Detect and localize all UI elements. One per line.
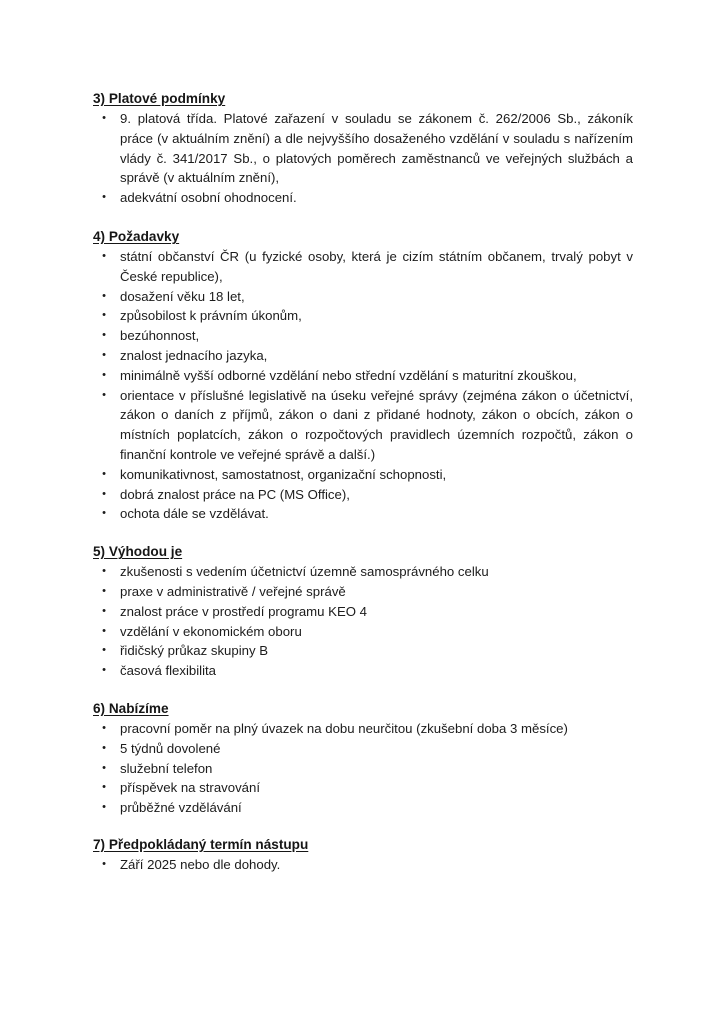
list-item-text: 5 týdnů dovolené	[120, 740, 221, 756]
section-spacer	[93, 818, 633, 836]
bullet-icon: •	[102, 289, 106, 302]
list-item	[93, 622, 633, 642]
bullet-list	[93, 855, 633, 875]
list-item-text: minimálně vyšší odborné vzdělání nebo střední vzdělání s maturitní zkouškou,	[120, 367, 577, 383]
bullet-icon: •	[102, 604, 106, 617]
section-heading: 3) Platové podmínky	[93, 91, 226, 106]
list-item	[93, 602, 633, 622]
section-requirements	[93, 228, 633, 524]
list-item-text: orientace v příslušné legislativě na úseku veřejné správy (zejména zákon o účetnictví, zákon o daních z příjmů, zákon o dani z přidané hodnoty, zákon o obcích, zákon o místních poplatcích, zákon o rozpočtových pravidlech územních rozpočtů, zákon o finanční kontrole ve veřejné správě a další.)	[120, 387, 633, 462]
bullet-icon: •	[102, 249, 106, 262]
section-heading: 4) Požadavky	[93, 228, 180, 244]
list-item-text: bezúhonnost,	[120, 328, 200, 344]
list-item	[93, 719, 633, 739]
list-item-text: příspěvek na stravování	[120, 780, 261, 796]
list-item	[93, 759, 633, 779]
bullet-icon: •	[102, 467, 106, 480]
bullet-icon: •	[102, 801, 106, 814]
list-item-text: časová flexibilita	[120, 663, 217, 679]
list-item	[93, 739, 633, 759]
bullet-icon: •	[102, 112, 106, 124]
section-spacer	[93, 681, 633, 700]
section-heading: 6) Nabízíme	[93, 700, 169, 716]
document-body	[93, 90, 633, 875]
bullet-icon: •	[102, 309, 106, 322]
list-item-text: znalost jednacího jazyka,	[120, 347, 268, 363]
list-item	[93, 485, 633, 505]
bullet-list	[93, 109, 633, 208]
list-item	[93, 778, 633, 798]
list-item	[93, 306, 633, 326]
bullet-list	[93, 719, 633, 818]
list-item	[93, 504, 633, 524]
list-item-text: komunikativnost, samostatnost, organizační schopnosti,	[120, 466, 447, 482]
bullet-icon: •	[102, 487, 106, 500]
bullet-icon: •	[102, 644, 106, 657]
bullet-icon: •	[102, 664, 106, 677]
section-start-date	[93, 836, 633, 875]
bullet-icon: •	[102, 781, 106, 794]
list-item	[93, 582, 633, 602]
bullet-icon: •	[102, 348, 106, 361]
section-advantage	[93, 543, 633, 681]
list-item-text: průběžné vzdělávání	[120, 800, 242, 816]
bullet-icon: •	[102, 721, 106, 734]
list-item-text: zkušenosti s vedením účetnictví územně samosprávného celku	[120, 564, 489, 580]
list-item	[93, 562, 633, 582]
list-item	[93, 109, 633, 188]
list-item-text: znalost práce v prostředí programu KEO 4	[120, 603, 368, 619]
list-item-text: pracovní poměr na plný úvazek na dobu neurčitou (zkušební doba 3 měsíce)	[120, 720, 568, 736]
list-item	[93, 366, 633, 386]
list-item-text: ochota dále se vzdělávat.	[120, 506, 269, 522]
list-item	[93, 661, 633, 681]
bullet-list	[93, 562, 633, 681]
list-item-text: služební telefon	[120, 760, 213, 776]
list-item	[93, 641, 633, 661]
bullet-icon: •	[102, 624, 106, 637]
list-item-text: dosažení věku 18 let,	[120, 288, 245, 304]
list-item	[93, 326, 633, 346]
bullet-icon: •	[102, 741, 106, 754]
bullet-icon: •	[102, 368, 106, 381]
list-item-text: řidičský průkaz skupiny B	[120, 643, 269, 659]
section-spacer	[93, 524, 633, 543]
list-item-text: vzdělání v ekonomickém oboru	[120, 623, 302, 639]
bullet-icon: •	[102, 584, 106, 597]
bullet-list	[93, 247, 633, 524]
section-offer	[93, 700, 633, 818]
bullet-icon: •	[102, 565, 106, 578]
list-item	[93, 386, 633, 465]
list-item	[93, 287, 633, 307]
list-item-text: adekvátní osobní ohodnocení.	[120, 190, 297, 206]
bullet-icon: •	[102, 507, 106, 520]
list-item-text: 9. platová třída. Platové zařazení v souladu se zákonem č. 262/2006 Sb., zákoník práce (v aktuálním znění) a dle nejvyššího dosaženého vzdělání v souladu s nařízením vlády č. 341/2017 Sb., o platových poměrech zaměstnanců ve veřejných službách a správě (v aktuálním znění),	[120, 111, 633, 186]
section-salary-conditions	[93, 90, 633, 208]
list-item-text: státní občanství ČR (u fyzické osoby, která je cizím státním občanem, trvalý pobyt v České republice),	[120, 248, 633, 284]
list-item	[93, 188, 633, 208]
list-item	[93, 346, 633, 366]
bullet-icon: •	[102, 388, 106, 401]
list-item	[93, 247, 633, 287]
list-item-text: způsobilost k právním úkonům,	[120, 308, 302, 324]
bullet-icon: •	[102, 329, 106, 342]
bullet-icon: •	[102, 857, 106, 870]
list-item-text: Září 2025 nebo dle dohody.	[120, 856, 281, 872]
bullet-icon: •	[102, 761, 106, 774]
list-item-text: praxe v administrativě / veřejné správě	[120, 583, 346, 599]
list-item-text: dobrá znalost práce na PC (MS Office),	[120, 486, 350, 502]
list-item	[93, 798, 633, 818]
section-heading: 7) Předpokládaný termín nástupu	[93, 836, 309, 852]
bullet-icon: •	[102, 191, 106, 204]
list-item	[93, 855, 633, 875]
section-spacer	[93, 208, 633, 228]
list-item	[93, 465, 633, 485]
section-heading: 5) Výhodou je	[93, 544, 183, 560]
